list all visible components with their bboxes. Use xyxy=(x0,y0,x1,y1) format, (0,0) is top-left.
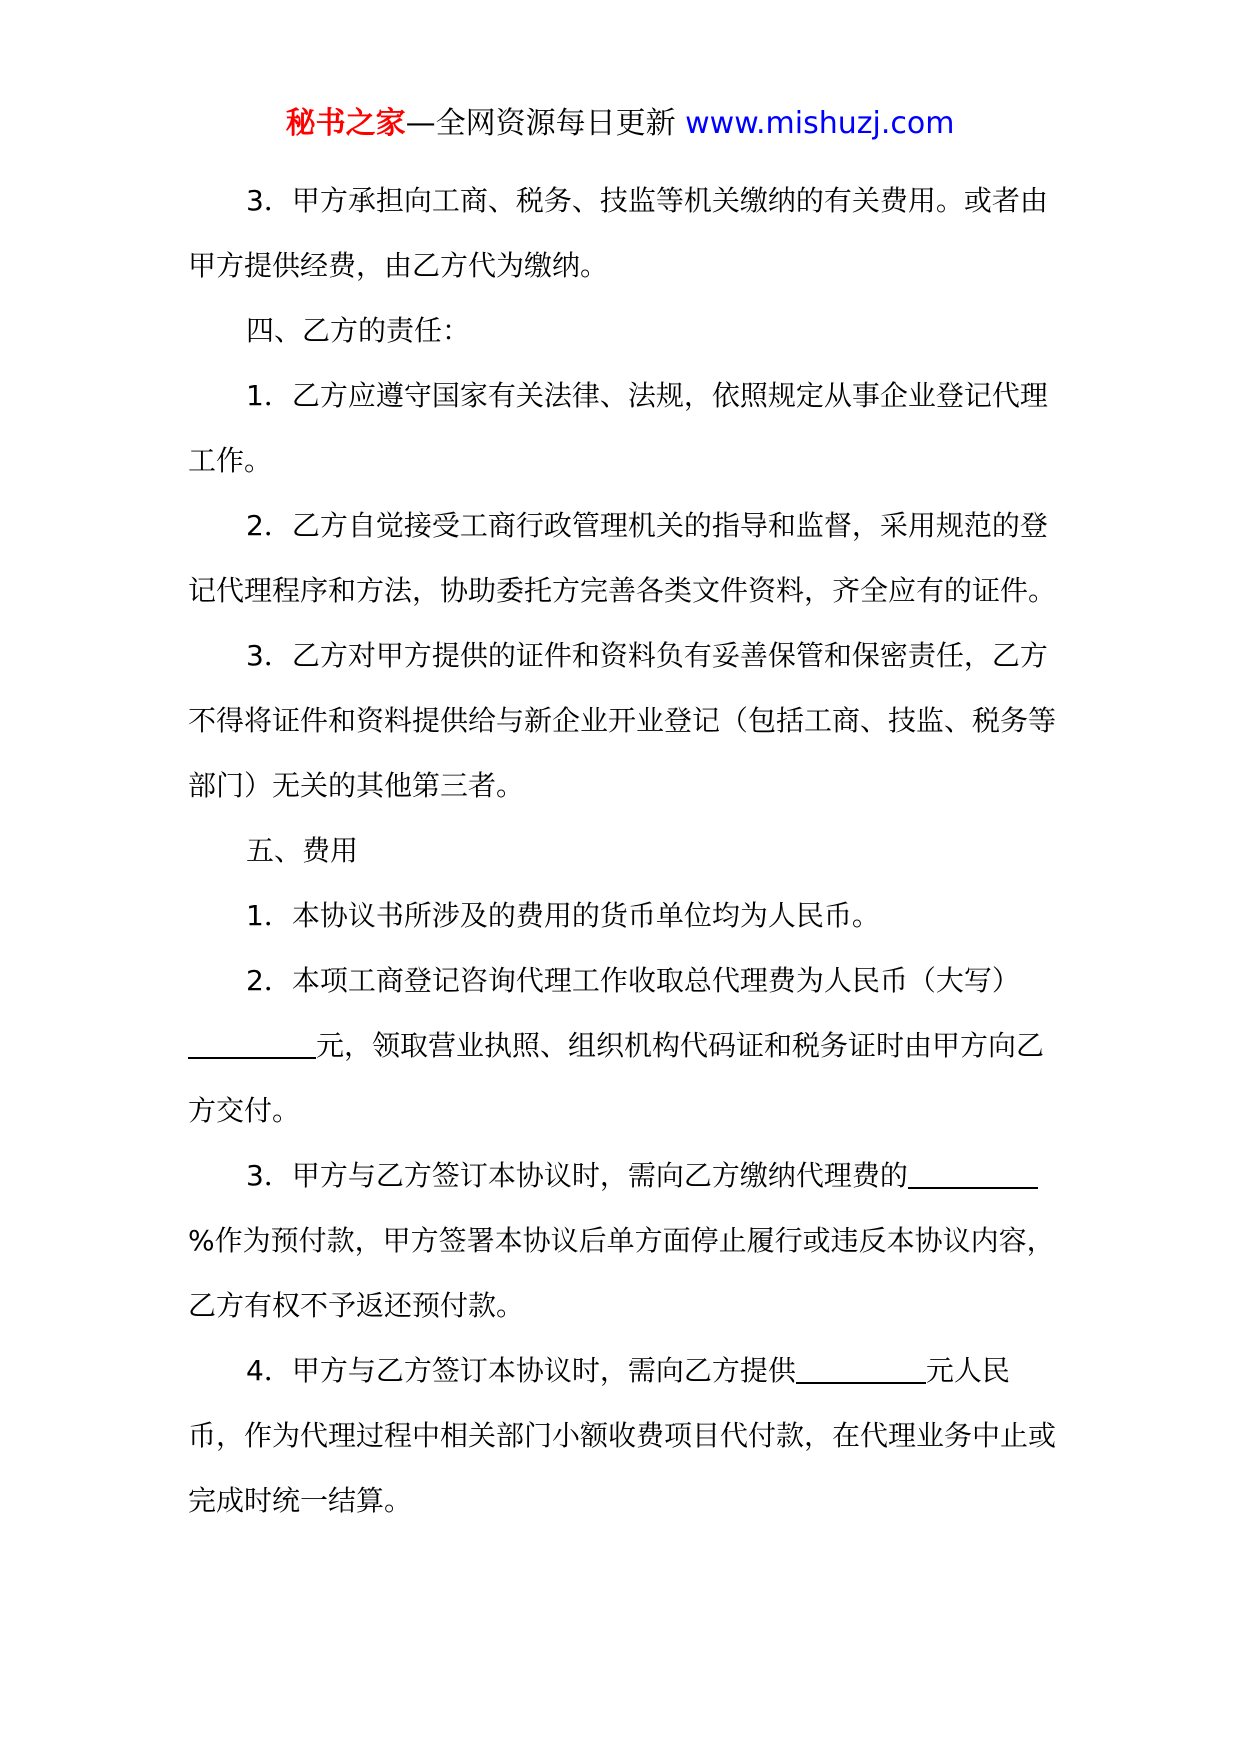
paragraph-prepayment xyxy=(188,1143,1060,1338)
prepayment-percent-blank-tail xyxy=(1026,1157,1038,1189)
paragraph-supervision: 2．乙方自觉接受工商行政管理机关的指导和监督，采用规范的登记代理程序和方法，协助委托方完善各类文件资料，齐全应有的证件。 xyxy=(188,509,1057,607)
document-body xyxy=(188,168,1060,1533)
total-fee-text-before: 2．本项工商登记咨询代理工作收取总代理费为人民币（大写） xyxy=(246,964,1020,997)
paragraph-currency: 1．本协议书所涉及的费用的货币单位均为人民币。 xyxy=(246,899,880,932)
prepayment-text-after: %作为预付款，甲方签署本协议后单方面停止履行或违反本协议内容，乙方有权不予返还预付款。 xyxy=(188,1224,1055,1322)
total-fee-blank[interactable] xyxy=(188,1027,316,1059)
paragraph-confidentiality: 3．乙方对甲方提供的证件和资料负有妥善保管和保密责任，乙方不得将证件和资料提供给与新企业开业登记（包括工商、技监、税务等部门）无关的其他第三者。 xyxy=(188,639,1057,802)
section-heading-fees: 五、费用 xyxy=(246,834,359,867)
brand-name: 秘书之家 xyxy=(285,106,406,141)
site-url-link[interactable]: www.mishuzj.com xyxy=(685,106,955,141)
paragraph-fee-obligation: 3．甲方承担向工商、税务、技监等机关缴纳的有关费用。或者由甲方提供经费，由乙方代为缴纳。 xyxy=(188,184,1048,282)
prepayment-text-before: 3．甲方与乙方签订本协议时，需向乙方缴纳代理费的 xyxy=(246,1159,908,1192)
advance-text-after: 元人民币，作为代理过程中相关部门小额收费项目代付款，在代理业务中止或完成时统一结算。 xyxy=(188,1354,1057,1517)
paragraph-total-fee xyxy=(188,948,1060,1143)
advance-amount-blank[interactable] xyxy=(796,1352,926,1384)
total-fee-text-after: 元，领取营业执照、组织机构代码证和税务证时由甲方向乙方交付。 xyxy=(188,1029,1045,1127)
page-header xyxy=(0,104,1240,144)
header-tagline: —全网资源每日更新 xyxy=(405,106,686,141)
paragraph-advance-payment xyxy=(188,1338,1060,1533)
advance-text-before: 4．甲方与乙方签订本协议时，需向乙方提供 xyxy=(246,1354,796,1387)
paragraph-comply-law: 1．乙方应遵守国家有关法律、法规，依照规定从事企业登记代理工作。 xyxy=(188,379,1048,477)
prepayment-percent-blank[interactable] xyxy=(908,1157,1026,1189)
section-heading-party-b-duties: 四、乙方的责任： xyxy=(246,314,471,347)
